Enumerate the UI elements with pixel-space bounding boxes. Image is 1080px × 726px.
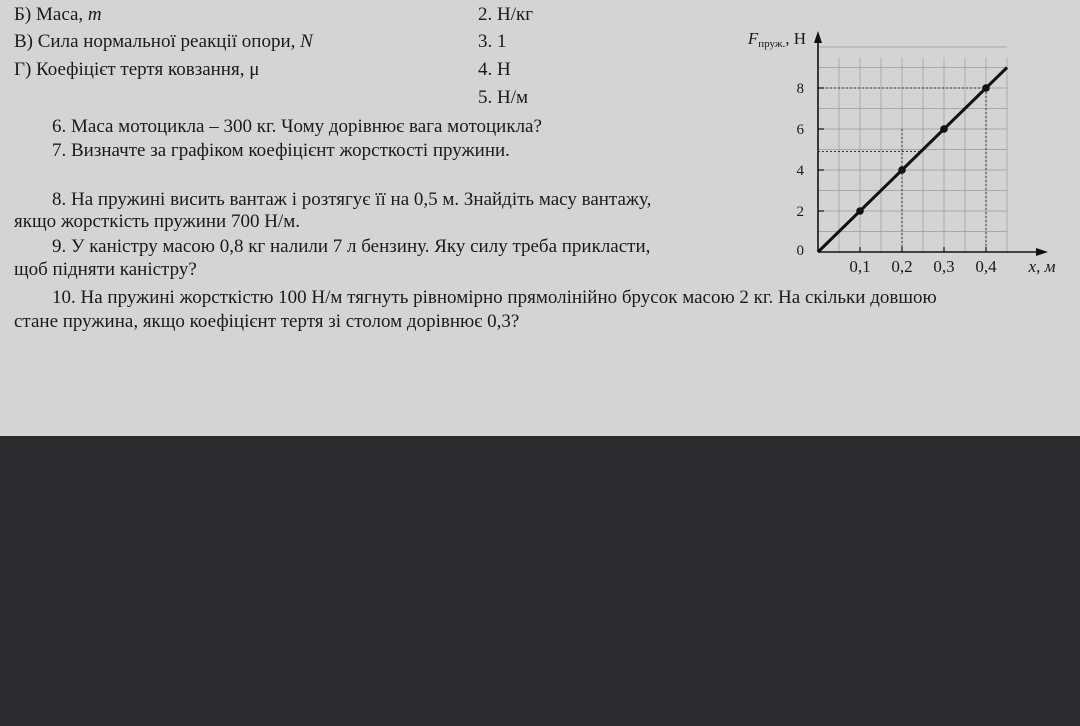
question-7: 7. Визначте за графіком коефіцієнт жорсткості пружини. [52,140,510,161]
origin-label: 0 [796,243,804,259]
y-axis-label-subscript: пруж. [758,38,786,50]
option-g-text: Г) Коефіцієт тертя ковзання, [14,59,250,80]
y-tick-label: 2 [796,204,804,220]
dark-background [0,436,1080,726]
data-point [856,207,864,215]
option-4: 4. Н [478,59,511,80]
question-8-line2: якщо жорсткість пружини 700 Н/м. [14,211,300,232]
option-v [14,31,313,53]
option-3: 3. 1 [478,31,507,52]
option-b-symbol: m [87,4,102,25]
y-tick-label: 4 [796,163,804,179]
x-tick-label: 0,1 [849,257,871,276]
option-5: 5. Н/м [478,87,529,108]
x-tick-label: 0,3 [933,257,955,276]
question-10-line1: 10. На пружині жорсткістю 100 Н/м тягнуть рівномірно прямолінійно брусок масою 2 кг. На скільки довшою [52,287,937,308]
y-axis-label-symbol: F [747,29,759,48]
option-b-text: Б) Маса, [14,4,88,25]
data-point [982,84,990,92]
y-tick-label: 6 [796,122,804,138]
chart-series [818,68,1007,253]
option-2: 2. Н/кг [478,4,534,25]
series-line [818,68,1007,253]
question-10-line2: стане пружина, якщо коефіцієнт тертя зі столом дорівнює 0,3? [14,311,520,332]
option-g [14,59,259,81]
y-axis-arrow-icon [814,31,822,43]
chart-labels [747,29,1056,276]
data-point [940,125,948,133]
option-g-symbol: μ [249,59,260,80]
chart-grid [818,47,1007,252]
question-9-line2: щоб підняти каністру? [14,259,197,280]
option-b [14,4,102,26]
question-6: 6. Маса мотоцикла – 300 кг. Чому дорівнює вага мотоцикла? [52,116,542,137]
question-8-line1: 8. На пружині висить вантаж і розтягує її на 0,5 м. Знайдіть масу вантажу, [52,189,652,210]
spring-force-chart [740,0,1080,290]
x-tick-label: 0,2 [891,257,913,276]
y-axis-label-unit: , Н [785,29,806,48]
x-axis-arrow-icon [1036,248,1048,256]
x-tick-label: 0,4 [975,257,997,276]
option-v-text: В) Сила нормальної реакції опори, [14,31,301,52]
y-tick-label: 8 [796,81,804,97]
question-9-line1: 9. У каністру масою 0,8 кг налили 7 л бензину. Яку силу треба прикласти, [52,236,651,257]
option-v-symbol: N [300,31,313,52]
y-axis-label [747,29,806,50]
x-axis-label: x, м [1028,257,1056,276]
data-point [898,166,906,174]
